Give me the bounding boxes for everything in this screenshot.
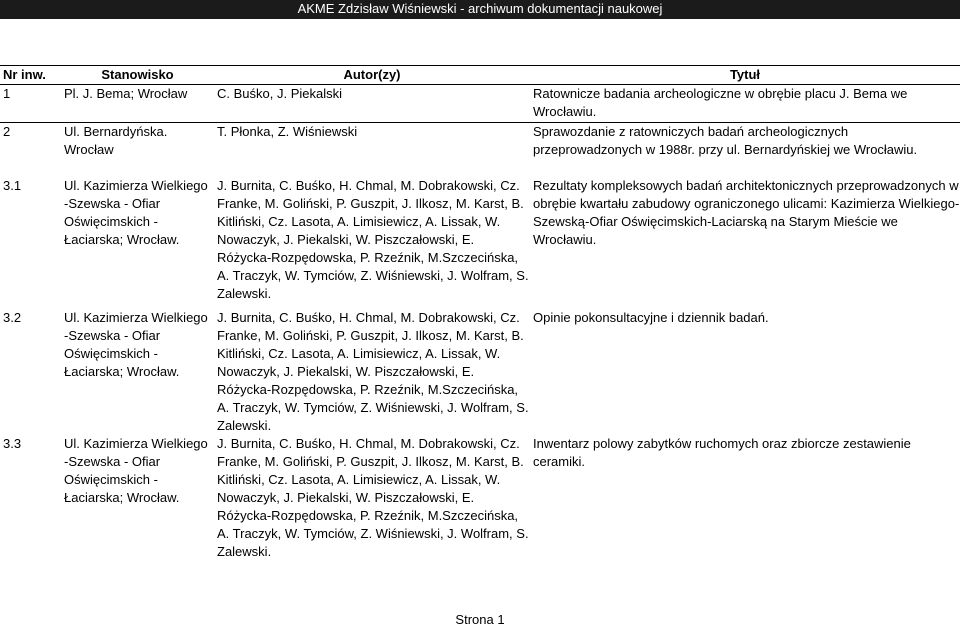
col-header-tytul: Tytuł	[530, 66, 960, 85]
cell-stanowisko: Pl. J. Bema; Wrocław	[61, 85, 214, 123]
cell-autorzy: J. Burnita, C. Buśko, H. Chmal, M. Dobrakowski, Cz. Franke, M. Goliński, P. Guszpit, J. Ilkosz, M. Karst, B. Kitliński, Cz. Lasota, A. Limisiewicz, A. Lissak, W. Nowaczyk, J. Piekalski, W. Piszczałowski, E. Różycka-Rozpędowska, P. Rzeźnik, M.Szczecińska, A. Traczyk, W. Tymciów, Z. Wiśniewski, J. Wolfram, S. Zalewski.	[217, 309, 529, 433]
window-title: AKME Zdzisław Wiśniewski - archiwum dokumentacji naukowej	[0, 0, 960, 19]
table-row	[0, 309, 960, 435]
table-row	[0, 85, 960, 123]
cell-tytul: Inwentarz polowy zabytków ruchomych oraz zbiorcze zestawienie ceramiki.	[533, 435, 911, 469]
cell-tytul: Rezultaty kompleksowych badań architektonicznych przeprowadzonych w obrębie kwartału zabudowy ograniczonego ulicami: Kazimierza Wielkiego- Szewską-Ofiar Oświęcimskich-Laciarską na Starym Mieście we Wrocławiu.	[533, 177, 960, 247]
cell-nr: 1	[0, 85, 61, 123]
cell-stanowisko: Ul. Kazimierza Wielkiego -Szewska - Ofiar Oświęcimskich - Łaciarska; Wrocław.	[64, 435, 208, 505]
cell-autorzy: T. Płonka, Z. Wiśniewski	[217, 124, 358, 139]
col-header-nr: Nr inw.	[0, 66, 61, 85]
cell-stanowisko: Ul. Bernardyńska. Wrocław	[64, 124, 168, 157]
page-number: Strona 1	[455, 612, 505, 627]
table-row	[0, 177, 960, 309]
cell-nr: 3.1	[3, 177, 22, 193]
col-header-stanowisko: Stanowisko	[61, 66, 214, 85]
cell-tytul: Sprawozdanie z ratowniczych badań archeologicznych przeprowadzonych w 1988r. przy ul. Bernardyńskiej we Wrocławiu.	[533, 124, 918, 157]
table-header-row	[0, 66, 960, 85]
cell-nr: 3.3	[3, 435, 22, 451]
cell-nr: 3.2	[3, 309, 22, 325]
cell-autorzy: J. Burnita, C. Buśko, H. Chmal, M. Dobrakowski, Cz. Franke, M. Goliński, P. Guszpit, J. Ilkosz, M. Karst, B. Kitliński, Cz. Lasota, A. Limisiewicz, A. Lissak, W. Nowaczyk, J. Piekalski, W. Piszczałowski, E. Różycka-Rozpędowska, P. Rzeźnik, M.Szczecińska, A. Traczyk, W. Tymciów, Z. Wiśniewski, J. Wolfram, S. Zalewski.	[217, 177, 529, 301]
table-row	[0, 435, 960, 561]
col-header-autorzy: Autor(zy)	[214, 66, 530, 85]
table-row	[0, 123, 960, 177]
cell-tytul: Opinie pokonsultacyjne i dziennik badań.	[533, 309, 769, 325]
cell-nr: 2	[3, 124, 11, 139]
archive-table	[0, 65, 960, 561]
cell-stanowisko: Ul. Kazimierza Wielkiego -Szewska - Ofiar Oświęcimskich - Łaciarska; Wrocław.	[64, 309, 208, 379]
cell-tytul: Ratownicze badania archeologiczne w obrębie placu J. Bema we Wrocławiu.	[530, 85, 960, 123]
cell-stanowisko: Ul. Kazimierza Wielkiego -Szewska - Ofiar Oświęcimskich - Łaciarska; Wrocław.	[64, 177, 208, 247]
cell-autorzy: J. Burnita, C. Buśko, H. Chmal, M. Dobrakowski, Cz. Franke, M. Goliński, P. Guszpit, J. Ilkosz, M. Karst, B. Kitliński, Cz. Lasota, A. Limisiewicz, A. Lissak, W. Nowaczyk, J. Piekalski, W. Piszczałowski, E. Różycka-Rozpędowska, P. Rzeźnik, M.Szczecińska, A. Traczyk, W. Tymciów, Z. Wiśniewski, J. Wolfram, S. Zalewski.	[217, 435, 529, 559]
cell-autorzy: C. Buśko, J. Piekalski	[214, 85, 530, 123]
